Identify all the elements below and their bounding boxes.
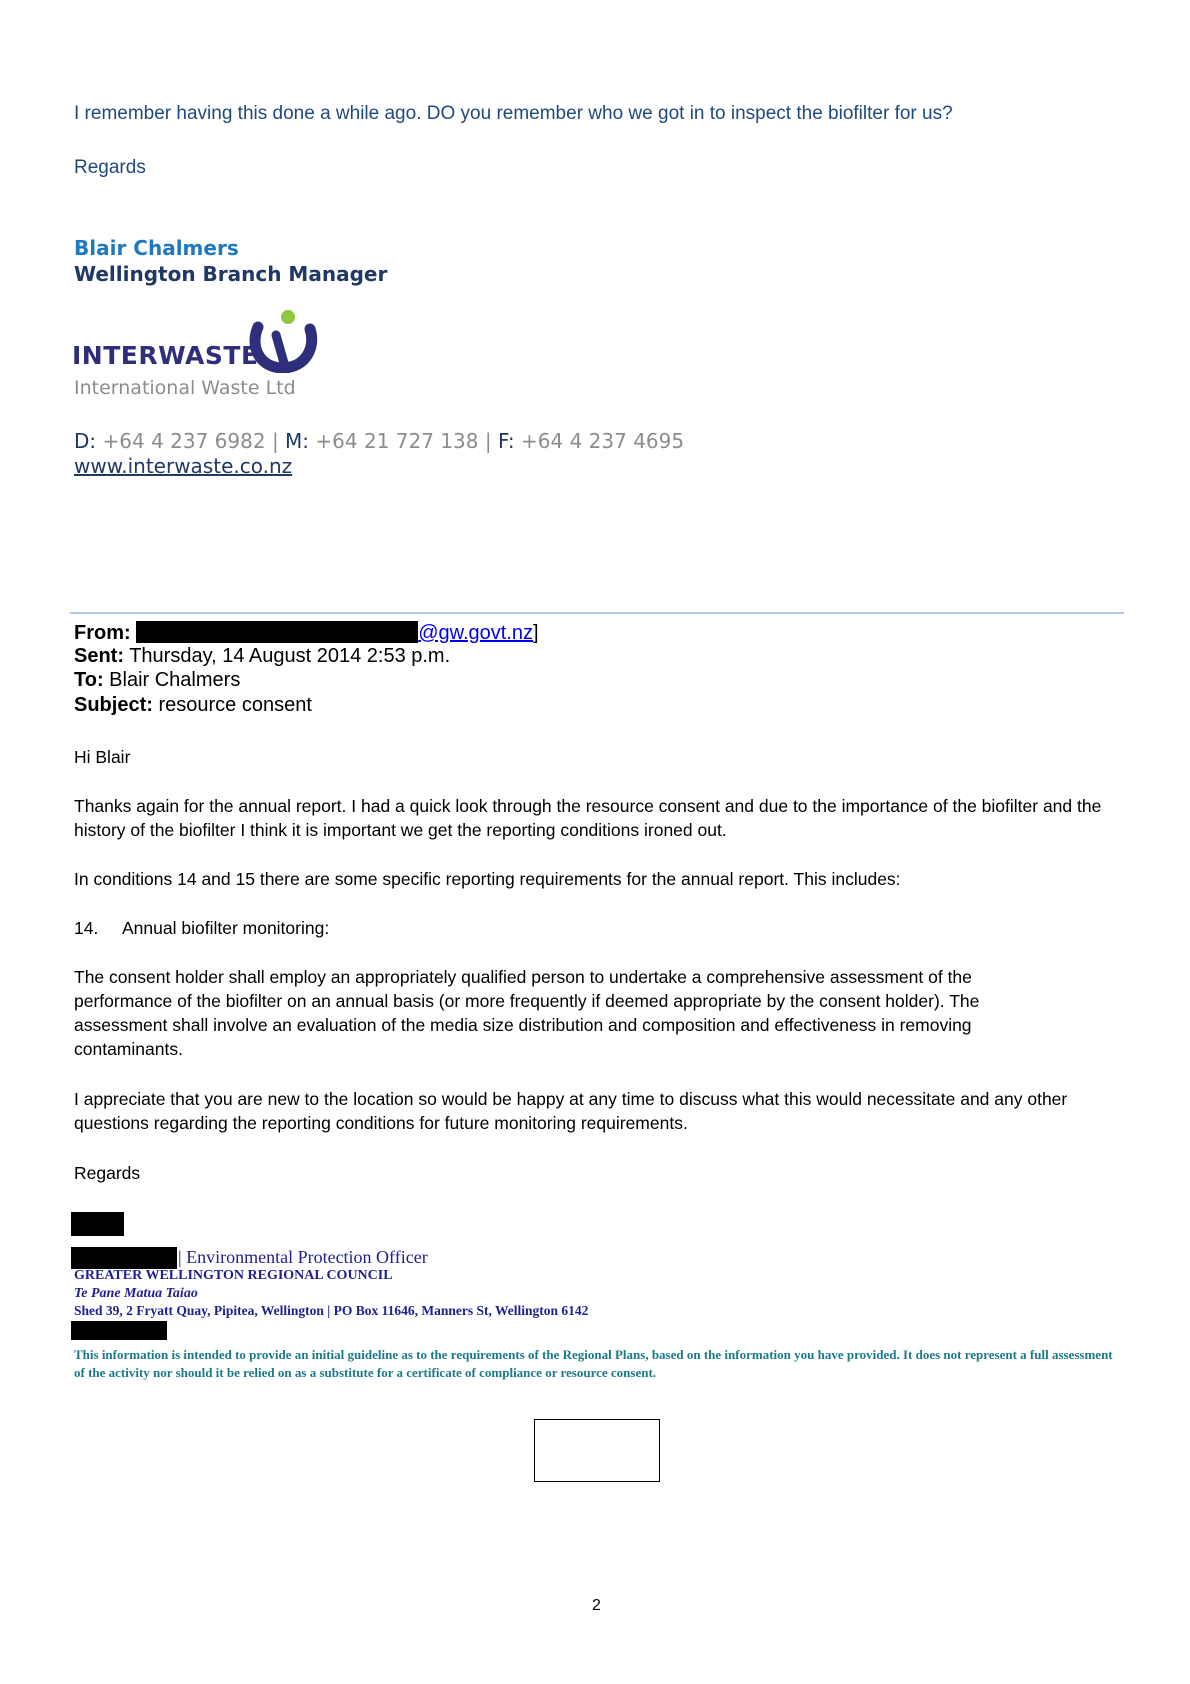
from-line [74,621,539,645]
redacted-name [71,1212,124,1236]
from-close-bracket: ] [533,622,539,644]
body-paragraph-2: In conditions 14 and 15 there are some specific reporting requirements for the annual report. This includes: [74,869,901,889]
greeting: Hi Blair [74,747,131,767]
body-paragraph-4: I appreciate that you are new to the location so would be happy at any time to discuss what this would necessitate and any other questions regarding the reporting conditions for future monitoring requirements. [74,1089,1068,1133]
subject-value: resource consent [158,694,312,716]
direct-label: D: [74,429,97,453]
separator: | [271,429,279,453]
signature-title: Wellington Branch Manager [74,262,388,286]
empty-image-box [534,1419,660,1482]
redacted-name-line [71,1247,177,1269]
mobile-number: +64 21 727 138 [315,429,479,453]
reply-closing: Regards [74,157,146,178]
fax-label: F: [497,429,515,453]
logo-wordmark: INTERWASTE [72,341,259,370]
gw-maori-name: Te Pane Matua Taiao [74,1286,198,1301]
website-link[interactable]: www.interwaste.co.nz [74,454,293,478]
interwaste-logo-icon [248,305,320,373]
body-closing: Regards [74,1163,141,1183]
to-value: Blair Chalmers [109,669,241,691]
body-paragraph-3: The consent holder shall employ an appropriately qualified person to undertake a comprehensive assessment of the performance of the biofilter on an annual basis (or more frequently if deemed appropriate by the consent holder). The assessment shall involve an evaluation of the media size distribution and composition and effectiveness in removing contaminants. [74,967,980,1059]
condition-title: Annual biofilter monitoring: [122,918,330,938]
separator: | [484,429,492,453]
page-number: 2 [592,1597,601,1614]
interwaste-logo [72,305,332,375]
gw-council-name: GREATER WELLINGTON REGIONAL COUNCIL [74,1268,393,1283]
from-label: From: [74,622,131,644]
header-divider [70,612,1124,614]
signature-name: Blair Chalmers [74,236,239,260]
sent-line [74,645,450,668]
contact-line [74,429,684,453]
sent-label: Sent: [74,645,124,667]
redacted-contact [71,1321,167,1340]
sent-value: Thursday, 14 August 2014 2:53 p.m. [129,645,451,667]
direct-number: +64 4 237 6982 [102,429,266,453]
reply-message: I remember having this done a while ago. DO you remember who we got in to inspect the biofilter for us? [74,103,953,124]
gw-officer-title: | Environmental Protection Officer [178,1247,428,1267]
sender-email-link[interactable]: @gw.govt.nz [418,622,534,644]
gw-disclaimer: This information is intended to provide an initial guideline as to the requirements of the Regional Plans, based on the information you have provided. It does not represent a full assessment of the activity nor should it be relied on as a substitute for a certificate of compliance or resource consent. [74,1347,1113,1380]
condition-number: 14. [74,918,99,938]
mobile-label: M: [285,429,310,453]
body-paragraph-1: Thanks again for the annual report. I had a quick look through the resource consent and due to the importance of the biofilter and the history of the biofilter I think it is important we get the reporting conditions ironed out. [74,796,1102,840]
fax-number: +64 4 237 4695 [521,429,685,453]
to-label: To: [74,669,104,691]
subject-line [74,694,312,717]
to-line [74,669,240,692]
subject-label: Subject: [74,694,153,716]
gw-address: Shed 39, 2 Fryatt Quay, Pipitea, Wellington | PO Box 11646, Manners St, Wellington 6142 [74,1303,589,1318]
logo-subtitle: International Waste Ltd [74,377,296,399]
redacted-sender [136,621,418,643]
